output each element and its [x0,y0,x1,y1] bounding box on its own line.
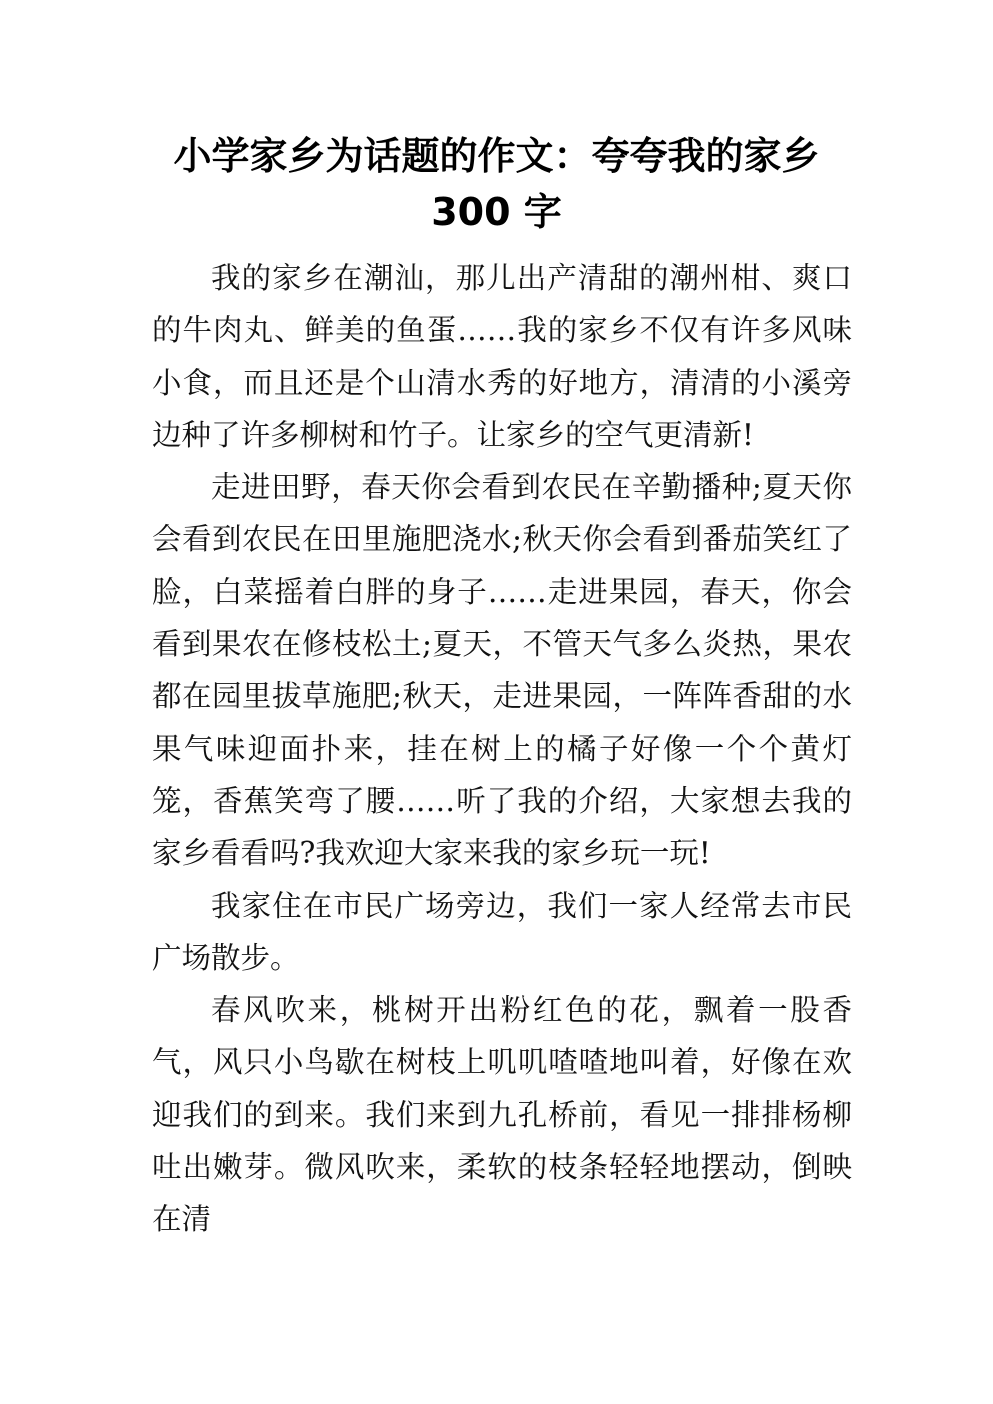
essay-body [152,252,852,1246]
paragraph-4: 春风吹来，桃树开出粉红色的花，飘着一股香气，风只小鸟歇在树枝上叽叽喳喳地叫着，好像在欢迎我们的到来。我们来到九孔桥前，看见一排排杨柳吐出嫩芽。微风吹来，柔软的枝条轻轻地摆动，倒映在清 [152,993,852,1237]
title-line-2: 300 字 [431,190,562,234]
title-line-1: 小学家乡为话题的作文：夸夸我的家乡 [173,134,820,178]
paragraph-1: 我的家乡在潮汕，那儿出产清甜的潮州柑、爽口的牛肉丸、鲜美的鱼蛋……我的家乡不仅有许多风味小食，而且还是个山清水秀的好地方，清清的小溪旁边种了许多柳树和竹子。让家乡的空气更清新! [152,261,852,452]
paragraph-3: 我家住在市民广场旁边，我们一家人经常去市民广场散步。 [152,888,852,975]
paragraph-2: 走进田野，春天你会看到农民在辛勤播种;夏天你会看到农民在田里施肥浇水;秋天你会看到番茄笑红了脸，白菜摇着白胖的身子……走进果园，春天，你会看到果农在修枝松土;夏天，不管天气多么炎热，果农都在园里拔草施肥;秋天，走进果园，一阵阵香甜的水果气味迎面扑来，挂在树上的橘子好像一个个黄灯笼，香蕉笑弯了腰……听了我的介绍，大家想去我的家乡看看吗?我欢迎大家来我的家乡玩一玩! [152,470,852,871]
document-title [140,128,853,240]
